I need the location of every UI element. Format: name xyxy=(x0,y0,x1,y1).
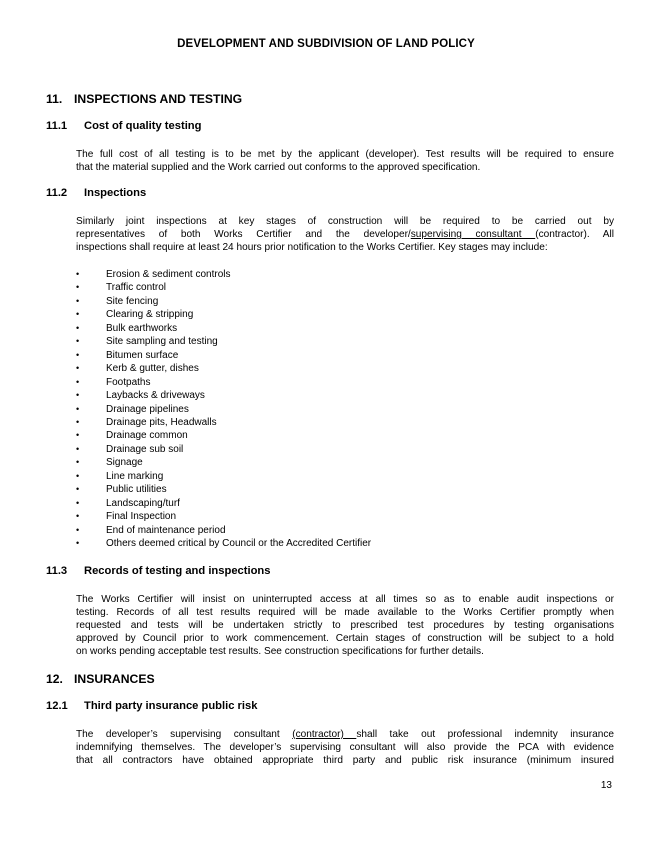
list-item xyxy=(76,362,371,375)
bullet-icon: • xyxy=(76,416,80,427)
bullet-icon: • xyxy=(76,538,80,549)
list-item-label: Final Inspection xyxy=(106,511,177,523)
subsection-number: 12.1 xyxy=(46,700,68,712)
list-item xyxy=(76,470,371,483)
section-title: INSURANCES xyxy=(74,672,155,686)
page-number: 13 xyxy=(600,780,612,791)
bullet-icon: • xyxy=(76,497,80,508)
section-title: INSPECTIONS AND TESTING xyxy=(74,92,243,106)
bullet-icon: • xyxy=(76,336,80,347)
bullet-icon: • xyxy=(76,524,80,535)
list-item xyxy=(76,281,371,294)
key-stages-list xyxy=(76,268,371,551)
bullet-icon: • xyxy=(76,376,80,387)
paragraph-line: The full cost of all testing is to be met by the applicant (developer). Test results will be required to ensure xyxy=(76,149,614,160)
section-number: 11. xyxy=(46,92,63,106)
subsection-11-3-heading xyxy=(46,565,270,577)
subsection-number: 11.2 xyxy=(46,187,68,199)
list-item-label: Signage xyxy=(106,457,143,469)
list-item-label: Clearing & stripping xyxy=(106,309,194,321)
list-item xyxy=(76,376,371,389)
list-item-label: Traffic control xyxy=(106,282,167,294)
subsection-number: 11.3 xyxy=(46,565,68,577)
list-item xyxy=(76,537,371,550)
subsection-11-2-heading xyxy=(46,187,146,199)
section-11-heading xyxy=(46,92,242,106)
underlined-text: supervising consultant xyxy=(410,229,536,241)
bullet-icon: • xyxy=(76,322,80,333)
paragraph-11-1 xyxy=(76,148,614,174)
paragraph-line: indemnifying themselves. The developer’s supervising consultant will also provide the PCA with evidence xyxy=(76,742,614,754)
list-item xyxy=(76,524,371,537)
list-item xyxy=(76,403,371,416)
subsection-title: Records of testing and inspections xyxy=(84,565,271,577)
bullet-icon: • xyxy=(76,457,80,468)
list-item-label: Erosion & sediment controls xyxy=(106,269,231,280)
bullet-icon: • xyxy=(76,295,80,306)
list-item-label: Footpaths xyxy=(106,376,151,388)
section-12-heading xyxy=(46,672,155,686)
list-item-label: Drainage pipelines xyxy=(106,403,189,415)
list-item-label: Site sampling and testing xyxy=(106,336,218,348)
bullet-icon: • xyxy=(76,349,80,360)
list-item xyxy=(76,483,371,496)
list-item-label: Bulk earthworks xyxy=(106,322,178,334)
text-run: (contractor). All xyxy=(535,229,615,241)
list-item xyxy=(76,456,371,469)
list-item-label: Laybacks & driveways xyxy=(106,390,205,402)
list-item xyxy=(76,429,371,442)
paragraph-line: that all contractors have obtained appropriate third party and public risk insurance (minimum insured xyxy=(76,755,614,767)
list-item xyxy=(76,510,371,523)
list-item-label: Kerb & gutter, dishes xyxy=(106,363,199,375)
list-item-label: End of maintenance period xyxy=(106,524,226,536)
list-item-label: Landscaping/turf xyxy=(106,497,180,509)
list-item xyxy=(76,497,371,510)
bullet-icon: • xyxy=(76,430,80,441)
subsection-number: 11.1 xyxy=(46,120,68,132)
text-run: representatives of both Works Certifier and the developer/ xyxy=(76,229,411,241)
subsection-title: Cost of quality testing xyxy=(84,120,202,132)
list-item xyxy=(76,443,371,456)
bullet-icon: • xyxy=(76,269,80,279)
list-item xyxy=(76,268,371,281)
text-run: The developer’s supervising consultant xyxy=(76,729,293,740)
paragraph-line: approved by Council prior to work commencement. Certain stages of construction will be subject to a hold xyxy=(76,633,614,645)
document-title: DEVELOPMENT AND SUBDIVISION OF LAND POLICY xyxy=(177,38,475,50)
paragraph-11-3 xyxy=(76,593,614,658)
list-item xyxy=(76,349,371,362)
paragraph-line: inspections shall require at least 24 hours prior notification to the Works Certifier. Key stages may include: xyxy=(76,242,548,254)
paragraph-line: requested and tests will be undertaken strictly to prescribed test procedures by testing organisations xyxy=(76,620,614,632)
bullet-icon: • xyxy=(76,511,80,522)
paragraph-11-2 xyxy=(76,215,614,254)
underlined-text: (contractor) xyxy=(292,729,357,740)
paragraph-line xyxy=(76,728,614,741)
text-run: shall take out professional indemnity insurance xyxy=(356,729,614,740)
list-item xyxy=(76,322,371,335)
bullet-icon: • xyxy=(76,470,80,481)
section-number: 12. xyxy=(46,672,63,686)
bullet-icon: • xyxy=(76,403,80,414)
list-item xyxy=(76,295,371,308)
list-item-label: Drainage pits, Headwalls xyxy=(106,416,217,428)
paragraph-12-1 xyxy=(76,728,614,767)
list-item-label: Bitumen surface xyxy=(106,349,179,361)
bullet-icon: • xyxy=(76,443,80,454)
paragraph-line: The Works Certifier will insist on uninterrupted access at all times so as to enable audit inspections or xyxy=(76,594,614,605)
list-item xyxy=(76,389,371,402)
paragraph-line: that the material supplied and the Work carried out conforms to the approved specification. xyxy=(76,162,481,174)
list-item-label: Drainage common xyxy=(106,430,188,442)
list-item-label: Line marking xyxy=(106,470,164,482)
list-item-label: Others deemed critical by Council or the Accredited Certifier xyxy=(106,538,372,550)
list-item xyxy=(76,416,371,429)
paragraph-line: testing. Records of all test results required will be made available to the Works Certifier promptly when xyxy=(76,607,614,619)
subsection-11-1-heading xyxy=(46,120,201,132)
list-item-label: Site fencing xyxy=(106,295,159,307)
bullet-icon: • xyxy=(76,390,80,401)
bullet-icon: • xyxy=(76,484,80,495)
paragraph-line xyxy=(76,228,614,241)
bullet-icon: • xyxy=(76,282,80,293)
paragraph-line: Similarly joint inspections at key stages of construction will be required to be carried out by xyxy=(76,216,614,227)
bullet-icon: • xyxy=(76,309,80,320)
list-item-label: Public utilities xyxy=(106,484,167,496)
list-item xyxy=(76,335,371,348)
subsection-title: Inspections xyxy=(84,187,147,199)
list-item-label: Drainage sub soil xyxy=(106,443,184,455)
bullet-icon: • xyxy=(76,363,80,374)
paragraph-line: on works pending acceptable test results. See construction specifications for further details. xyxy=(76,646,484,658)
subsection-12-1-heading xyxy=(46,700,257,712)
list-item xyxy=(76,308,371,321)
subsection-title: Third party insurance public risk xyxy=(84,700,258,712)
